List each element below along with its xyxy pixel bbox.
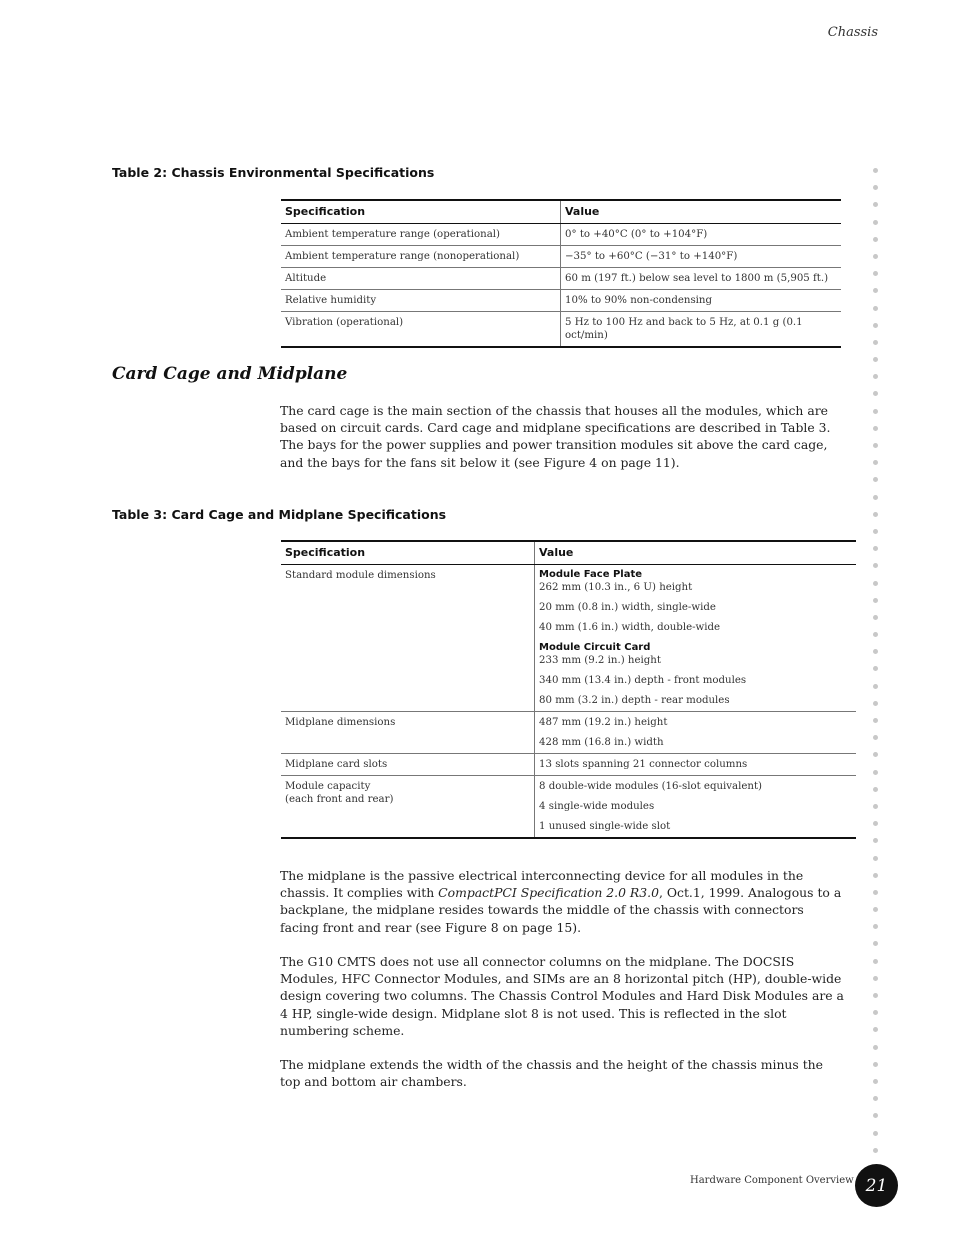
margin-dot (873, 804, 878, 809)
margin-dot (873, 409, 878, 414)
cell-line: Module capacity (285, 781, 371, 792)
margin-dot (873, 1062, 878, 1067)
margin-dot (873, 770, 878, 775)
table-cell (535, 754, 857, 776)
margin-dot (873, 976, 878, 981)
circuit-card-subheading: Module Circuit Card (539, 642, 651, 653)
table2-caption: Table 2: Chassis Environmental Specifications (112, 165, 435, 180)
margin-dot (873, 1027, 878, 1032)
column-header-specification: Specification (281, 541, 535, 565)
running-header: Chassis (827, 25, 878, 40)
table-cell (281, 776, 535, 839)
margin-dot (873, 460, 878, 465)
table-row (281, 776, 856, 839)
margin-dot (873, 787, 878, 792)
cell-line: 20 mm (0.8 in.) width, single-wide (539, 602, 716, 613)
footer-title: Hardware Component Overview (690, 1175, 854, 1186)
margin-dot (873, 959, 878, 964)
table-cell: Ambient temperature range (operational) (281, 224, 561, 246)
cell-line: 40 mm (1.6 in.) width, double-wide (539, 622, 721, 633)
margin-dot (873, 907, 878, 912)
section-heading: Card Cage and Midplane (112, 364, 348, 384)
table-row (281, 754, 856, 776)
connector-columns-paragraph: The G10 CMTS does not use all connector columns on the midplane. The DOCSIS Modules, HFC Connector Modules, and SIMs are an 8 horizontal pitch (HP), double-wide design covering two columns. The Chassis Control Modules and Hard Disk Modules are a 4 HP, single-wide design. Midplane slot 8 is not used. This is reflected in the slot numbering scheme. (280, 954, 844, 1038)
table-cell (535, 565, 857, 712)
margin-dot (873, 632, 878, 637)
table-cell (535, 712, 857, 754)
margin-dot (873, 873, 878, 878)
margin-dot (873, 856, 878, 861)
cell-line: 233 mm (9.2 in.) height (539, 655, 661, 666)
cell-line: 8 double-wide modules (16-slot equivalent) (539, 781, 763, 792)
table-row (281, 312, 841, 348)
page-number-badge: 21 (855, 1164, 898, 1207)
cell-line: 487 mm (19.2 in.) height (539, 717, 668, 728)
table-cell (535, 776, 857, 839)
table-cell: 60 m (197 ft.) below sea level to 1800 m (5,905 ft.) (561, 268, 842, 290)
cell-line: 262 mm (10.3 in., 6 U) height (539, 582, 693, 593)
table-row (281, 565, 856, 712)
margin-dot (873, 649, 878, 654)
margin-dot (873, 718, 878, 723)
margin-dot (873, 1148, 878, 1153)
margin-dot (873, 563, 878, 568)
margin-dot (873, 306, 878, 311)
table-cell: 0° to +40°C (0° to +104°F) (561, 224, 842, 246)
margin-dot (873, 581, 878, 586)
table-cell: 10% to 90% non-condensing (561, 290, 842, 312)
margin-dot (873, 512, 878, 517)
margin-dot (873, 271, 878, 276)
margin-dot (873, 993, 878, 998)
margin-dot (873, 443, 878, 448)
paragraph-text: , Oct.1, 1999. Analogous to a backplane, the midplane resides towards the middle of the chassis with connectors facing front and rear (see Figure 8 on page 15). (280, 885, 842, 935)
margin-dot (873, 684, 878, 689)
margin-dot (873, 1079, 878, 1084)
margin-dot (873, 838, 878, 843)
column-header-specification: Specification (281, 200, 561, 224)
cell-line: (each front and rear) (285, 794, 394, 805)
table-row (281, 290, 841, 312)
midplane-extent-paragraph: The midplane extends the width of the chassis and the height of the chassis minus the top and bottom air chambers. (280, 1057, 823, 1090)
margin-dot (873, 546, 878, 551)
margin-dot (873, 357, 878, 362)
table-header-row (281, 200, 841, 224)
cell-line: 13 slots spanning 21 connector columns (539, 759, 748, 770)
table-row (281, 268, 841, 290)
cell-line: 428 mm (16.8 in.) width (539, 737, 664, 748)
margin-dot (873, 941, 878, 946)
table-cell: Altitude (281, 268, 561, 290)
margin-dot (873, 323, 878, 328)
margin-dot (873, 1010, 878, 1015)
margin-dot (873, 477, 878, 482)
margin-dot (873, 391, 878, 396)
table-row (281, 224, 841, 246)
margin-dot (873, 237, 878, 242)
table3-card-cage-specs (281, 540, 856, 839)
table-row (281, 246, 841, 268)
margin-dot (873, 288, 878, 293)
margin-dot (873, 1045, 878, 1050)
table-header-row (281, 541, 856, 565)
cell-line: 80 mm (3.2 in.) depth - rear modules (539, 695, 730, 706)
margin-dot (873, 495, 878, 500)
table-row (281, 712, 856, 754)
margin-dot (873, 821, 878, 826)
margin-dot (873, 924, 878, 929)
margin-dot (873, 701, 878, 706)
margin-dot (873, 426, 878, 431)
margin-dot (873, 340, 878, 345)
margin-dot (873, 220, 878, 225)
margin-dot (873, 752, 878, 757)
margin-dot (873, 598, 878, 603)
paragraph-text: The midplane is the passive electrical interconnecting device for all modules in the chassis. It complies with (280, 868, 804, 901)
margin-dot (873, 168, 878, 173)
table-cell: 5 Hz to 100 Hz and back to 5 Hz, at 0.1 g (0.1 oct/min) (561, 312, 842, 348)
intro-paragraph: The card cage is the main section of the chassis that houses all the modules, which are based on circuit cards. Card cage and midplane specifications are described in Table 3. The bays for the power supplies and power transition modules sit above the card cage, and the bays for the fans sit below it (see Figure 4 on page 11). (280, 403, 831, 470)
midplane-paragraph (280, 867, 846, 936)
column-header-value: Value (535, 541, 857, 565)
table-cell: Midplane card slots (281, 754, 535, 776)
margin-dot (873, 254, 878, 259)
margin-dot (873, 185, 878, 190)
table-cell: Vibration (operational) (281, 312, 561, 348)
margin-dot (873, 374, 878, 379)
margin-dot (873, 615, 878, 620)
cell-line: 1 unused single-wide slot (539, 821, 671, 832)
table-cell: Ambient temperature range (nonoperational) (281, 246, 561, 268)
spec-reference: CompactPCI Specification 2.0 R3.0 (438, 885, 659, 901)
table3-caption: Table 3: Card Cage and Midplane Specifications (112, 507, 447, 522)
table-cell: Standard module dimensions (281, 565, 535, 712)
table-cell: Midplane dimensions (281, 712, 535, 754)
margin-dot (873, 666, 878, 671)
cell-line: 340 mm (13.4 in.) depth - front modules (539, 675, 747, 686)
margin-dot (873, 735, 878, 740)
cell-line: 4 single-wide modules (539, 801, 655, 812)
margin-dot-rule (873, 168, 881, 1165)
table-cell: −35° to +60°C (−31° to +140°F) (561, 246, 842, 268)
table-cell: Relative humidity (281, 290, 561, 312)
margin-dot (873, 1113, 878, 1118)
margin-dot (873, 1096, 878, 1101)
table2-environmental-specs (281, 199, 841, 348)
face-plate-subheading: Module Face Plate (539, 569, 643, 580)
margin-dot (873, 890, 878, 895)
margin-dot (873, 1131, 878, 1136)
margin-dot (873, 529, 878, 534)
margin-dot (873, 202, 878, 207)
column-header-value: Value (561, 200, 842, 224)
